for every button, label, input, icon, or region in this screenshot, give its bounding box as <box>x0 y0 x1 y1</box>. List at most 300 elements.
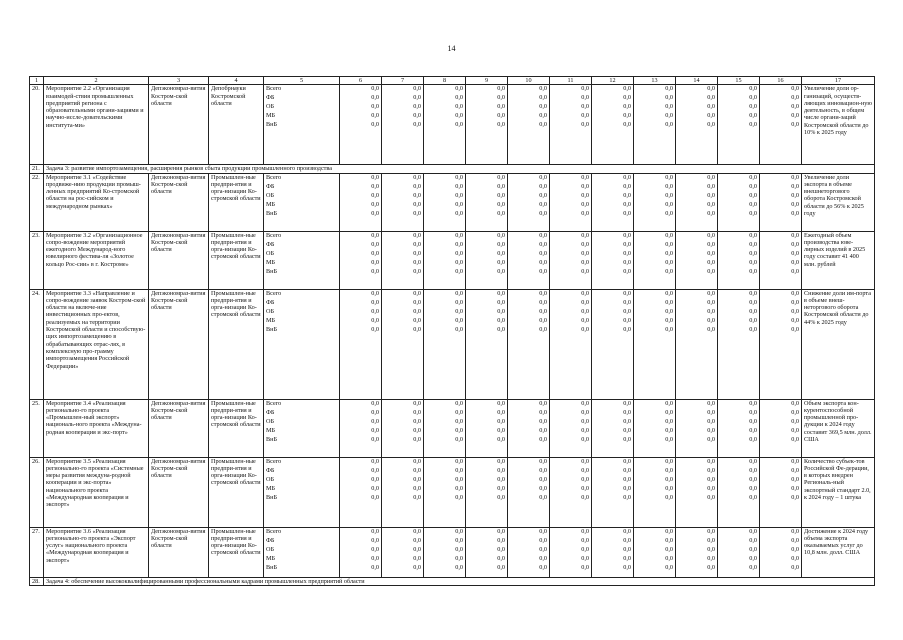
value: 0,0 <box>497 408 505 416</box>
value: 0,0 <box>371 466 379 474</box>
value: 0,0 <box>371 554 379 562</box>
value: 0,0 <box>371 475 379 483</box>
value: 0,0 <box>581 112 589 120</box>
row-number: 24. <box>30 289 44 399</box>
value: 0,0 <box>665 426 673 434</box>
value-cell <box>466 173 508 231</box>
value: 0,0 <box>455 493 463 501</box>
column-number-cell: 14 <box>676 77 718 85</box>
result-cell: Увеличение доли экспорта в объеме внешнеторгового оборота Костромской области до 56% к 2025 году <box>802 173 875 231</box>
value: 0,0 <box>539 191 547 199</box>
value-cell <box>592 231 634 289</box>
table-row <box>30 85 875 165</box>
value: 0,0 <box>455 536 463 544</box>
column-number-cell: 12 <box>592 77 634 85</box>
value: 0,0 <box>791 209 799 217</box>
value: 0,0 <box>749 173 757 181</box>
value: 0,0 <box>413 103 421 111</box>
value: 0,0 <box>371 545 379 553</box>
value: 0,0 <box>665 493 673 501</box>
value: 0,0 <box>539 258 547 266</box>
value: 0,0 <box>497 298 505 306</box>
value: 0,0 <box>623 209 631 217</box>
value: 0,0 <box>791 231 799 239</box>
funding-source-label: МБ <box>266 112 276 120</box>
value: 0,0 <box>707 289 715 297</box>
funding-source-label: Всего <box>266 173 282 181</box>
value: 0,0 <box>413 182 421 190</box>
value: 0,0 <box>581 466 589 474</box>
value-cell <box>340 399 382 457</box>
funding-source-label: ОБ <box>266 417 275 425</box>
value: 0,0 <box>791 563 799 571</box>
funding-source-cell <box>264 231 340 289</box>
funding-source-label: Всего <box>266 289 282 297</box>
value-cell <box>424 457 466 527</box>
column-number-cell: 15 <box>718 77 760 85</box>
value-cell <box>466 457 508 527</box>
value: 0,0 <box>623 408 631 416</box>
funding-source-label: ВнБ <box>266 435 277 443</box>
column-number-cell: 5 <box>264 77 340 85</box>
table-row <box>30 399 875 457</box>
value: 0,0 <box>413 316 421 324</box>
value: 0,0 <box>371 399 379 407</box>
value: 0,0 <box>749 435 757 443</box>
value: 0,0 <box>581 209 589 217</box>
executor-cell: Депэкономраз-вития Костром-ской области <box>149 289 209 399</box>
value-cell <box>760 231 802 289</box>
funding-source-label: Всего <box>266 399 282 407</box>
value: 0,0 <box>539 316 547 324</box>
event-cell: Мероприятие 2.2 «Организация взаимодей-ствия промышленных предприятий региона с образовательными органи-зациями и научно-иссле-довательскими института-ми» <box>44 85 149 165</box>
value: 0,0 <box>413 258 421 266</box>
value-cell <box>676 399 718 457</box>
value-cell <box>466 85 508 165</box>
value: 0,0 <box>665 289 673 297</box>
value-cell <box>550 527 592 577</box>
value: 0,0 <box>791 307 799 315</box>
value: 0,0 <box>623 182 631 190</box>
value: 0,0 <box>749 493 757 501</box>
value: 0,0 <box>539 536 547 544</box>
value: 0,0 <box>413 484 421 492</box>
funding-source-label: ВнБ <box>266 563 277 571</box>
value: 0,0 <box>455 307 463 315</box>
row-number: 28. <box>30 577 44 585</box>
value-cell <box>340 527 382 577</box>
funding-source-label: ФБ <box>266 94 275 102</box>
funding-source-label: ОБ <box>266 307 275 315</box>
value: 0,0 <box>371 121 379 129</box>
value-cell <box>592 457 634 527</box>
participant-cell: Промышлен-ные предпри-ятия и орга-низации Ко-стромской области <box>209 289 264 399</box>
value: 0,0 <box>455 298 463 306</box>
value: 0,0 <box>749 554 757 562</box>
value: 0,0 <box>623 298 631 306</box>
value: 0,0 <box>665 466 673 474</box>
value: 0,0 <box>581 173 589 181</box>
table-header-row <box>30 77 875 85</box>
value: 0,0 <box>623 112 631 120</box>
value: 0,0 <box>497 249 505 257</box>
value: 0,0 <box>581 457 589 465</box>
value: 0,0 <box>623 121 631 129</box>
value: 0,0 <box>707 545 715 553</box>
value-cell <box>718 289 760 399</box>
value: 0,0 <box>371 298 379 306</box>
value: 0,0 <box>581 484 589 492</box>
value-cell <box>424 173 466 231</box>
value: 0,0 <box>623 457 631 465</box>
value: 0,0 <box>581 103 589 111</box>
value: 0,0 <box>497 484 505 492</box>
value: 0,0 <box>371 493 379 501</box>
value: 0,0 <box>707 173 715 181</box>
value: 0,0 <box>791 267 799 275</box>
value: 0,0 <box>581 399 589 407</box>
column-number-cell: 16 <box>760 77 802 85</box>
value: 0,0 <box>371 249 379 257</box>
value-cell <box>592 85 634 165</box>
value: 0,0 <box>791 191 799 199</box>
value: 0,0 <box>413 240 421 248</box>
value: 0,0 <box>791 258 799 266</box>
value: 0,0 <box>665 399 673 407</box>
value: 0,0 <box>707 182 715 190</box>
value: 0,0 <box>749 289 757 297</box>
column-number-cell: 11 <box>550 77 592 85</box>
value-cell <box>718 173 760 231</box>
value: 0,0 <box>623 426 631 434</box>
value: 0,0 <box>455 435 463 443</box>
value: 0,0 <box>371 182 379 190</box>
value: 0,0 <box>749 307 757 315</box>
value: 0,0 <box>539 182 547 190</box>
value: 0,0 <box>455 399 463 407</box>
value: 0,0 <box>413 435 421 443</box>
executor-cell: Депэкономраз-вития Костром-ской области <box>149 399 209 457</box>
value: 0,0 <box>623 289 631 297</box>
value: 0,0 <box>455 466 463 474</box>
value: 0,0 <box>371 258 379 266</box>
value: 0,0 <box>497 289 505 297</box>
value-cell <box>760 527 802 577</box>
value: 0,0 <box>665 258 673 266</box>
row-number: 23. <box>30 231 44 289</box>
funding-source-label: МБ <box>266 554 276 562</box>
value: 0,0 <box>497 209 505 217</box>
value: 0,0 <box>581 182 589 190</box>
value: 0,0 <box>497 325 505 333</box>
value: 0,0 <box>539 325 547 333</box>
value: 0,0 <box>371 173 379 181</box>
value: 0,0 <box>413 399 421 407</box>
task-text: Задача 3: развитие импортозамещения, расширения рынков сбыта продукции промышленного производства <box>44 165 875 173</box>
table-row <box>30 231 875 289</box>
value: 0,0 <box>749 94 757 102</box>
value-cell <box>634 457 676 527</box>
value: 0,0 <box>791 85 799 93</box>
value: 0,0 <box>581 249 589 257</box>
value: 0,0 <box>749 563 757 571</box>
value: 0,0 <box>749 200 757 208</box>
value: 0,0 <box>413 289 421 297</box>
value: 0,0 <box>581 527 589 535</box>
value: 0,0 <box>707 103 715 111</box>
value-cell <box>676 289 718 399</box>
value: 0,0 <box>707 231 715 239</box>
value-cell <box>634 173 676 231</box>
value-cell <box>340 231 382 289</box>
executor-cell: Депэкономраз-вития Костром-ской области <box>149 527 209 577</box>
row-number: 22. <box>30 173 44 231</box>
funding-source-label: Всего <box>266 231 282 239</box>
value: 0,0 <box>371 435 379 443</box>
value-cell <box>718 457 760 527</box>
value: 0,0 <box>413 94 421 102</box>
value: 0,0 <box>413 173 421 181</box>
value: 0,0 <box>749 267 757 275</box>
value: 0,0 <box>749 103 757 111</box>
value: 0,0 <box>455 173 463 181</box>
value: 0,0 <box>749 258 757 266</box>
value: 0,0 <box>749 121 757 129</box>
event-cell: Мероприятие 3.5 «Реализация регионально-го проекта «Системные меры развития междуна-родной кооперации и экс-порта» национального проекта «Международная кооперация и экспорт» <box>44 457 149 527</box>
value: 0,0 <box>707 249 715 257</box>
value: 0,0 <box>581 267 589 275</box>
value: 0,0 <box>749 527 757 535</box>
value: 0,0 <box>455 475 463 483</box>
value: 0,0 <box>497 112 505 120</box>
funding-source-label: ФБ <box>266 182 275 190</box>
value: 0,0 <box>497 240 505 248</box>
value: 0,0 <box>455 249 463 257</box>
task-row <box>30 577 875 585</box>
value: 0,0 <box>539 249 547 257</box>
value-cell <box>760 399 802 457</box>
table-row <box>30 457 875 527</box>
value: 0,0 <box>749 457 757 465</box>
value: 0,0 <box>455 182 463 190</box>
value: 0,0 <box>665 316 673 324</box>
value: 0,0 <box>413 457 421 465</box>
result-cell: Ежегодный объем производства юве-лирных изделий в 2025 году составит 41 400 млн. рублей <box>802 231 875 289</box>
value: 0,0 <box>539 399 547 407</box>
value: 0,0 <box>749 85 757 93</box>
value: 0,0 <box>497 493 505 501</box>
value-cell <box>382 457 424 527</box>
funding-source-label: ВнБ <box>266 267 277 275</box>
value: 0,0 <box>791 417 799 425</box>
value: 0,0 <box>581 435 589 443</box>
value: 0,0 <box>623 191 631 199</box>
value: 0,0 <box>497 457 505 465</box>
value-cell <box>550 173 592 231</box>
value-cell <box>508 173 550 231</box>
value: 0,0 <box>707 191 715 199</box>
value: 0,0 <box>623 173 631 181</box>
funding-source-label: Всего <box>266 527 282 535</box>
value: 0,0 <box>749 426 757 434</box>
value: 0,0 <box>791 457 799 465</box>
funding-source-cell <box>264 527 340 577</box>
value: 0,0 <box>665 545 673 553</box>
value: 0,0 <box>455 484 463 492</box>
funding-source-label: ВнБ <box>266 121 277 129</box>
value: 0,0 <box>791 249 799 257</box>
value: 0,0 <box>749 240 757 248</box>
value: 0,0 <box>497 563 505 571</box>
value: 0,0 <box>623 563 631 571</box>
value: 0,0 <box>623 554 631 562</box>
value: 0,0 <box>497 316 505 324</box>
value-cell <box>550 231 592 289</box>
funding-source-label: ВнБ <box>266 493 277 501</box>
value: 0,0 <box>665 200 673 208</box>
executor-cell: Депэкономраз-вития Костром-ской области <box>149 231 209 289</box>
value: 0,0 <box>749 475 757 483</box>
value: 0,0 <box>581 417 589 425</box>
value: 0,0 <box>497 426 505 434</box>
value-cell <box>760 289 802 399</box>
value: 0,0 <box>371 408 379 416</box>
value: 0,0 <box>455 527 463 535</box>
value: 0,0 <box>665 94 673 102</box>
value: 0,0 <box>707 457 715 465</box>
value: 0,0 <box>539 298 547 306</box>
value: 0,0 <box>497 527 505 535</box>
value: 0,0 <box>413 426 421 434</box>
value: 0,0 <box>371 191 379 199</box>
funding-source-label: МБ <box>266 484 276 492</box>
column-number-cell: 2 <box>44 77 149 85</box>
value: 0,0 <box>371 103 379 111</box>
value: 0,0 <box>539 493 547 501</box>
value-cell <box>508 231 550 289</box>
value: 0,0 <box>539 267 547 275</box>
value-cell <box>382 289 424 399</box>
value: 0,0 <box>539 484 547 492</box>
value: 0,0 <box>497 399 505 407</box>
value: 0,0 <box>371 316 379 324</box>
value-cell <box>676 173 718 231</box>
value: 0,0 <box>665 231 673 239</box>
funding-source-label: ОБ <box>266 191 275 199</box>
participant-cell: Промышлен-ные предпри-ятия и орга-низации Ко-стромской области <box>209 527 264 577</box>
result-cell: Достижение к 2024 году объема экспорта оказываемых услуг до 10,8 млн. долл. США <box>802 527 875 577</box>
value-cell <box>592 289 634 399</box>
value: 0,0 <box>665 191 673 199</box>
value: 0,0 <box>413 493 421 501</box>
value: 0,0 <box>497 554 505 562</box>
value: 0,0 <box>791 554 799 562</box>
value: 0,0 <box>791 536 799 544</box>
value-cell <box>382 173 424 231</box>
value-cell <box>760 173 802 231</box>
value: 0,0 <box>749 316 757 324</box>
value-cell <box>508 85 550 165</box>
column-number-cell: 4 <box>209 77 264 85</box>
value: 0,0 <box>371 94 379 102</box>
value: 0,0 <box>497 173 505 181</box>
value: 0,0 <box>707 554 715 562</box>
value: 0,0 <box>707 240 715 248</box>
value: 0,0 <box>623 417 631 425</box>
funding-source-cell <box>264 289 340 399</box>
value: 0,0 <box>665 536 673 544</box>
value-cell <box>550 399 592 457</box>
value: 0,0 <box>749 536 757 544</box>
funding-source-label: МБ <box>266 200 276 208</box>
value: 0,0 <box>791 298 799 306</box>
value-cell <box>760 457 802 527</box>
value: 0,0 <box>581 316 589 324</box>
value: 0,0 <box>455 191 463 199</box>
value-cell <box>424 289 466 399</box>
column-number-cell: 8 <box>424 77 466 85</box>
value-cell <box>634 85 676 165</box>
value-cell <box>550 289 592 399</box>
value: 0,0 <box>497 94 505 102</box>
value: 0,0 <box>371 289 379 297</box>
value-cell <box>340 173 382 231</box>
value: 0,0 <box>749 484 757 492</box>
funding-source-cell <box>264 85 340 165</box>
value: 0,0 <box>623 325 631 333</box>
value: 0,0 <box>791 484 799 492</box>
value: 0,0 <box>791 527 799 535</box>
event-cell: Мероприятие 3.1 «Содействие продвиже-нию продукции промыш-ленных предприятий Ко-стромской области на рос-сийском и международном рынках» <box>44 173 149 231</box>
value: 0,0 <box>497 475 505 483</box>
row-number: 26. <box>30 457 44 527</box>
value: 0,0 <box>455 417 463 425</box>
value: 0,0 <box>581 426 589 434</box>
value-cell <box>550 457 592 527</box>
value: 0,0 <box>665 209 673 217</box>
column-number-cell: 9 <box>466 77 508 85</box>
funding-source-label: Всего <box>266 85 282 93</box>
value: 0,0 <box>665 249 673 257</box>
column-number-cell: 7 <box>382 77 424 85</box>
value: 0,0 <box>413 191 421 199</box>
value-cell <box>340 85 382 165</box>
value: 0,0 <box>413 554 421 562</box>
event-cell: Мероприятие 3.6 «Реализация регионально-го проекта «Экспорт услуг» национального проекта «Международная кооперация и экспорт» <box>44 527 149 577</box>
value-cell <box>340 289 382 399</box>
result-cell: Снижение доли им-порта в объеме внеш-неторгового оборота Костромской области до 44% к 2025 году <box>802 289 875 399</box>
value: 0,0 <box>581 240 589 248</box>
value-cell <box>424 85 466 165</box>
value-cell <box>634 289 676 399</box>
value-cell <box>634 231 676 289</box>
value: 0,0 <box>665 103 673 111</box>
value: 0,0 <box>623 258 631 266</box>
value: 0,0 <box>665 435 673 443</box>
value: 0,0 <box>623 267 631 275</box>
value: 0,0 <box>497 258 505 266</box>
participant-cell: Промышлен-ные предпри-ятия и орга-низации Ко-стромской области <box>209 457 264 527</box>
value: 0,0 <box>539 408 547 416</box>
value: 0,0 <box>749 545 757 553</box>
value: 0,0 <box>581 325 589 333</box>
value: 0,0 <box>665 475 673 483</box>
value: 0,0 <box>665 240 673 248</box>
value: 0,0 <box>749 399 757 407</box>
value: 0,0 <box>539 527 547 535</box>
value: 0,0 <box>707 435 715 443</box>
value-cell <box>592 173 634 231</box>
